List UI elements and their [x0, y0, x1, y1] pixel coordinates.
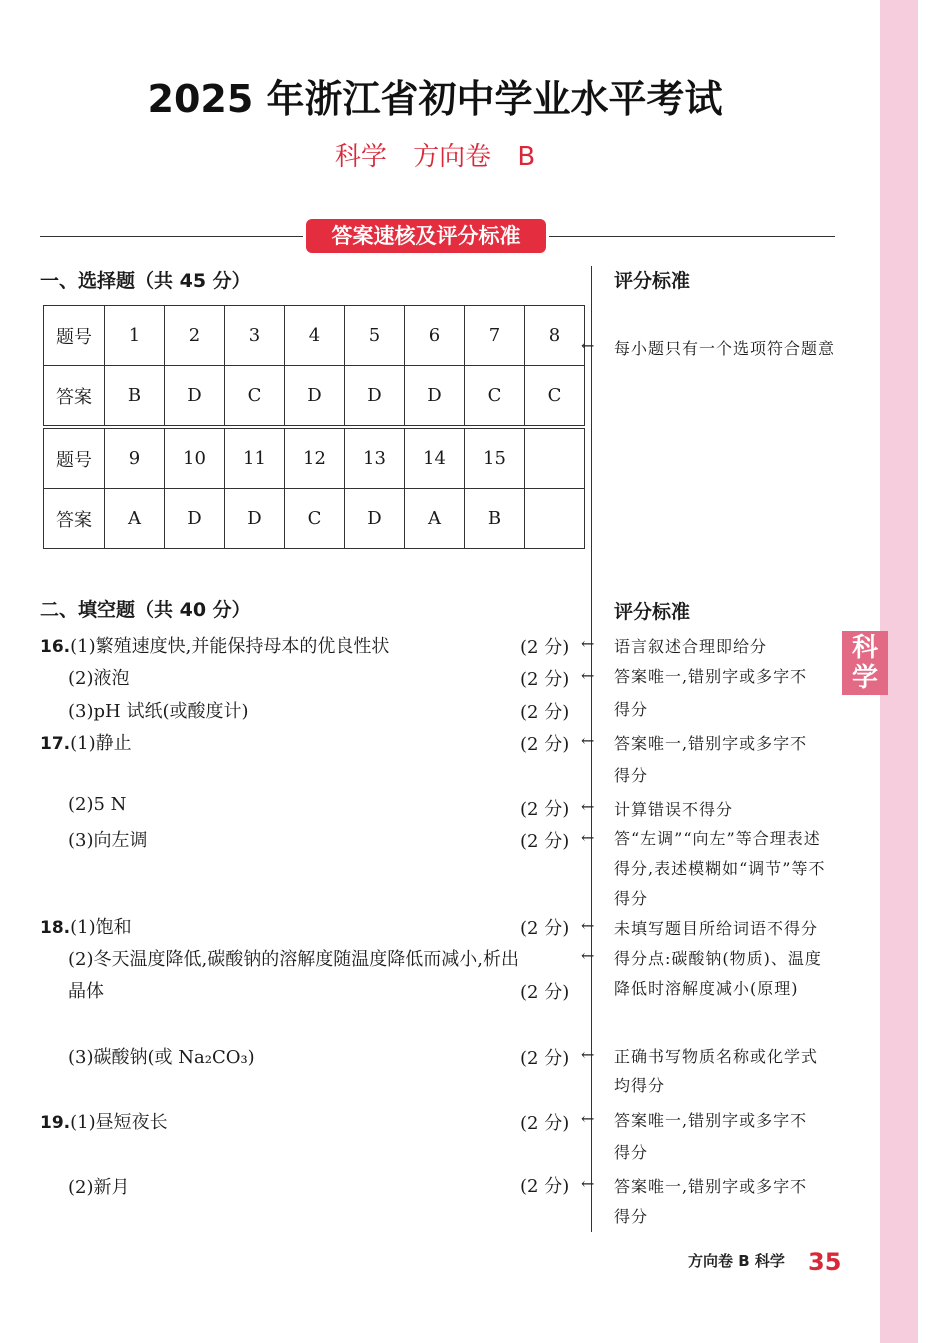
row-label-answer: 答案 [44, 489, 105, 549]
table-cell: B [105, 366, 165, 426]
table-cell: C [225, 366, 285, 426]
question-number: 19. [40, 1113, 71, 1133]
question-number: 17. [40, 734, 71, 754]
table-cell: 15 [465, 429, 525, 489]
subject-tab: 科学 [842, 631, 888, 695]
section1-criteria-heading: 评分标准 [614, 270, 691, 292]
section2-heading: 二、填空题（共 40 分） [40, 599, 251, 621]
arrow-icon: ← [581, 731, 595, 750]
table-cell: 9 [105, 429, 165, 489]
answer-19-1 [40, 1108, 168, 1134]
criteria-17-3-line3: 得分 [614, 889, 649, 908]
table-cell: 11 [225, 429, 285, 489]
points-label: (2 分) [520, 702, 570, 723]
criteria-17-3-line2: 得分,表述模糊如“调节”等不 [614, 859, 826, 878]
table-cell: D [285, 366, 345, 426]
question-number: 16. [40, 637, 71, 657]
criteria-17-3-line1: 答“左调”“向左”等合理表述 [614, 829, 821, 848]
points-label: (2 分) [520, 799, 570, 820]
table-cell: 13 [345, 429, 405, 489]
criteria-17-2: 计算错误不得分 [614, 800, 734, 819]
table-cell: C [285, 489, 345, 549]
table-cell: 6 [405, 306, 465, 366]
question-number: 18. [40, 918, 71, 938]
answer-text: (1)静止 [70, 733, 132, 754]
mc-answer-table-1 [43, 305, 585, 426]
points-label: (2 分) [520, 637, 570, 658]
criteria-17-1-line1: 答案唯一,错别字或多字不 [614, 734, 808, 753]
answer-16-3: (3)pH 试纸(或酸度计) [68, 701, 249, 722]
section2-criteria-heading: 评分标准 [614, 601, 691, 623]
mc-answer-table-2 [43, 428, 585, 549]
table-cell: D [345, 366, 405, 426]
table-cell: 8 [525, 306, 585, 366]
criteria-18-3-line2: 均得分 [614, 1076, 666, 1095]
table-cell: 10 [165, 429, 225, 489]
table-row [44, 489, 585, 549]
criteria-16-1: 语言叙述合理即给分 [614, 637, 768, 656]
answer-17-3: (3)向左调 [68, 830, 148, 851]
arrow-icon: ← [581, 1174, 595, 1193]
answer-18-1 [40, 913, 132, 939]
table-cell: C [465, 366, 525, 426]
criteria-18-2-line2: 降低时溶解度减小(原理) [614, 979, 799, 998]
criteria-19-1-line1: 答案唯一,错别字或多字不 [614, 1111, 808, 1130]
points-label: (2 分) [520, 1113, 570, 1134]
table-cell: 2 [165, 306, 225, 366]
table-cell: 14 [405, 429, 465, 489]
arrow-icon: ← [581, 666, 595, 685]
table-cell: D [165, 489, 225, 549]
row-label-question: 题号 [44, 306, 105, 366]
criteria-mc: 每小题只有一个选项符合题意 [614, 339, 836, 358]
table-row [44, 429, 585, 489]
criteria-18-3-line1: 正确书写物质名称或化学式 [614, 1047, 819, 1066]
page-number: 35 [808, 1248, 842, 1276]
answer-text: (1)繁殖速度快,并能保持母本的优良性状 [70, 636, 390, 657]
page-subtitle: 科学 方向卷 B [334, 142, 536, 172]
arrow-icon: ← [581, 916, 595, 935]
answer-17-1 [40, 729, 132, 755]
table-cell: D [165, 366, 225, 426]
row-label-answer: 答案 [44, 366, 105, 426]
table-cell: 5 [345, 306, 405, 366]
table-cell: 1 [105, 306, 165, 366]
answer-19-2: (2)新月 [68, 1177, 130, 1198]
criteria-18-1: 未填写题目所给词语不得分 [614, 919, 819, 938]
section-banner: 答案速核及评分标准 [306, 219, 546, 253]
points-label: (2 分) [520, 1176, 570, 1197]
table-cell: C [525, 366, 585, 426]
table-cell [525, 489, 585, 549]
criteria-19-2-line2: 得分 [614, 1207, 649, 1226]
table-cell: B [465, 489, 525, 549]
arrow-icon: ← [581, 634, 595, 653]
criteria-18-2-line1: 得分点:碳酸钠(物质)、温度 [614, 949, 822, 968]
points-label: (2 分) [520, 734, 570, 755]
row-label-question: 题号 [44, 429, 105, 489]
section1-heading: 一、选择题（共 45 分） [40, 270, 251, 292]
answer-18-2-line2: 晶体 [68, 981, 104, 1002]
arrow-icon: ← [581, 797, 595, 816]
arrow-icon: ← [581, 1045, 595, 1064]
answer-17-2: (2)5 N [68, 794, 127, 815]
table-cell [525, 429, 585, 489]
arrow-icon: ← [581, 946, 595, 965]
criteria-19-2-line1: 答案唯一,错别字或多字不 [614, 1177, 808, 1196]
table-cell: D [345, 489, 405, 549]
table-row [44, 306, 585, 366]
arrow-icon: ← [581, 336, 595, 355]
answer-18-3: (3)碳酸钠(或 Na₂CO₃) [68, 1047, 255, 1068]
table-cell: 3 [225, 306, 285, 366]
table-cell: 7 [465, 306, 525, 366]
points-label: (2 分) [520, 669, 570, 690]
arrow-icon: ← [581, 828, 595, 847]
criteria-19-1-line2: 得分 [614, 1143, 649, 1162]
criteria-16-2-line2: 得分 [614, 700, 649, 719]
table-cell: A [105, 489, 165, 549]
table-cell: A [405, 489, 465, 549]
table-cell: D [225, 489, 285, 549]
points-label: (2 分) [520, 1048, 570, 1069]
criteria-17-1-line2: 得分 [614, 766, 649, 785]
arrow-icon: ← [581, 1109, 595, 1128]
table-cell: 12 [285, 429, 345, 489]
footer-label: 方向卷 B 科学 [688, 1252, 785, 1270]
points-label: (2 分) [520, 982, 570, 1003]
criteria-16-2-line1: 答案唯一,错别字或多字不 [614, 667, 808, 686]
answer-18-2-line1: (2)冬天温度降低,碳酸钠的溶解度随温度降低而减小,析出 [68, 949, 519, 970]
answer-text: (1)昼短夜长 [70, 1112, 168, 1133]
page-title: 2025 年浙江省初中学业水平考试 [147, 77, 723, 121]
points-label: (2 分) [520, 918, 570, 939]
table-row [44, 366, 585, 426]
table-cell: 4 [285, 306, 345, 366]
answer-16-1 [40, 632, 389, 658]
table-cell: D [405, 366, 465, 426]
answer-text: (1)饱和 [70, 917, 132, 938]
answer-16-2: (2)液泡 [68, 668, 130, 689]
points-label: (2 分) [520, 831, 570, 852]
